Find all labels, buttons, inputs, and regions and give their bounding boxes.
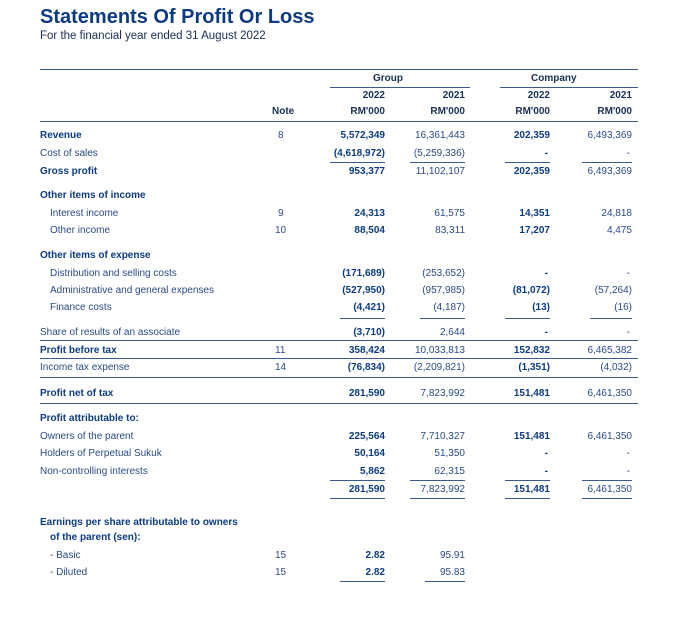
table-cell: 152,832	[513, 345, 550, 356]
table-cell: 83,311	[435, 225, 465, 236]
table-cell: 10,033,813	[414, 345, 465, 356]
page-subtitle: For the financial year ended 31 August 2022	[40, 30, 266, 42]
table-cell: 9	[278, 208, 284, 219]
table-cell: 225,564	[348, 431, 385, 442]
table-cell: 6,461,350	[587, 388, 632, 399]
top-rule	[40, 69, 638, 70]
table-cell: 50,164	[354, 448, 385, 459]
table-cell: (1,351)	[518, 362, 550, 373]
table-cell: (253,652)	[422, 268, 465, 279]
table-cell: 2,644	[439, 327, 465, 338]
table-cell: (171,689)	[342, 268, 385, 279]
table-cell: 6,493,369	[587, 166, 632, 177]
section-heading: Other items of expense	[40, 250, 151, 261]
note-header: Note	[272, 106, 295, 117]
table-cell: 7,710,327	[420, 431, 465, 442]
table-cell: 5,862	[359, 466, 385, 477]
table-cell: Share of results of an associate	[40, 327, 181, 338]
table-cell: - Basic	[50, 550, 81, 561]
table-cell: 2.82	[365, 567, 385, 578]
table-cell: 24,313	[354, 208, 385, 219]
table-cell: 281,590	[348, 388, 385, 399]
double-line	[340, 581, 385, 582]
double-line	[330, 498, 385, 499]
group-header-rule	[330, 87, 470, 88]
table-cell: 5,572,349	[340, 130, 385, 141]
table-cell: 4,475	[606, 225, 632, 236]
company-2022-unit: RM'000	[515, 106, 550, 117]
group-2022-unit: RM'000	[350, 106, 385, 117]
table-cell: 15	[275, 550, 287, 561]
group-2021-unit: RM'000	[430, 106, 465, 117]
header-bottom-rule	[40, 121, 638, 122]
company-2021-year: 2021	[609, 90, 632, 101]
row-rule	[40, 358, 638, 359]
table-cell: 61,575	[434, 208, 465, 219]
table-cell: -	[626, 448, 630, 459]
table-cell: -	[626, 466, 630, 477]
double-line	[505, 498, 550, 499]
table-cell: -	[626, 148, 630, 159]
table-cell: 88,504	[354, 225, 385, 236]
double-line	[410, 498, 465, 499]
table-cell: Other income	[50, 225, 111, 236]
table-cell: 17,207	[519, 225, 550, 236]
section-heading: Profit attributable to:	[40, 413, 139, 424]
table-cell: Profit before tax	[40, 345, 117, 356]
table-cell: 6,465,382	[587, 345, 632, 356]
company-2022-year: 2022	[527, 90, 550, 101]
table-cell: -	[626, 327, 630, 338]
section-heading: Earnings per share attributable to owners	[40, 517, 238, 528]
table-cell: 2.82	[365, 550, 385, 561]
double-line	[425, 581, 465, 582]
table-cell: (81,072)	[512, 285, 550, 296]
table-cell: 10	[275, 225, 287, 236]
table-cell: 11,102,107	[415, 166, 465, 177]
row-rule	[40, 403, 638, 404]
group-2021-year: 2021	[442, 90, 465, 101]
sum-line	[590, 318, 632, 319]
table-cell: (57,264)	[594, 285, 632, 296]
table-cell: 51,350	[434, 448, 465, 459]
sum-line	[410, 480, 465, 481]
table-cell: Non-controlling interests	[40, 466, 148, 477]
table-cell: 8	[278, 130, 284, 141]
table-cell: 6,461,350	[587, 431, 632, 442]
table-cell: 953,377	[348, 166, 385, 177]
page-title: Statements Of Profit Or Loss	[40, 6, 315, 28]
table-cell: 7,823,992	[420, 484, 465, 495]
table-cell: -	[544, 268, 548, 279]
table-cell: -	[544, 327, 548, 338]
row-rule	[40, 377, 638, 378]
table-cell: Administrative and general expenses	[50, 285, 214, 296]
sum-line	[505, 480, 550, 481]
table-cell: 7,823,992	[420, 388, 465, 399]
table-cell: 281,590	[348, 484, 385, 495]
table-cell: -	[544, 448, 548, 459]
group-2022-year: 2022	[362, 90, 385, 101]
table-cell: (16)	[614, 302, 632, 313]
table-cell: -	[626, 268, 630, 279]
table-cell: Finance costs	[50, 302, 112, 313]
table-cell: (527,950)	[342, 285, 385, 296]
sum-line	[582, 480, 632, 481]
table-cell: (5,259,336)	[413, 148, 465, 159]
company-2021-unit: RM'000	[597, 106, 632, 117]
table-cell: -	[544, 466, 548, 477]
table-cell: 358,424	[348, 345, 385, 356]
table-cell: (13)	[532, 302, 550, 313]
table-cell: Distribution and selling costs	[50, 268, 177, 279]
table-cell: 6,493,369	[587, 130, 632, 141]
table-cell: 62,315	[434, 466, 465, 477]
table-cell: (4,421)	[353, 302, 385, 313]
section-heading-cont: of the parent (sen):	[50, 532, 141, 543]
table-cell: 14,351	[519, 208, 550, 219]
table-cell: (4,032)	[600, 362, 632, 373]
table-cell: 151,481	[513, 484, 550, 495]
table-cell: (2,209,821)	[413, 362, 465, 373]
table-cell: 202,359	[513, 130, 550, 141]
table-cell: 95.83	[439, 567, 465, 578]
sum-line	[410, 162, 465, 163]
table-cell: (4,187)	[433, 302, 465, 313]
table-cell: 15	[275, 567, 287, 578]
group-header: Group	[373, 73, 403, 84]
sum-line	[330, 480, 385, 481]
table-cell: (4,618,972)	[333, 148, 385, 159]
table-cell: Profit net of tax	[40, 388, 114, 399]
table-cell: 95.91	[439, 550, 465, 561]
table-cell: Owners of the parent	[40, 431, 134, 442]
double-line	[582, 498, 632, 499]
table-cell: 16,361,443	[414, 130, 465, 141]
table-cell: Interest income	[50, 208, 119, 219]
table-cell: 151,481	[513, 388, 550, 399]
company-header-rule	[500, 87, 638, 88]
section-heading: Other items of income	[40, 190, 146, 201]
table-cell: Revenue	[40, 130, 82, 141]
table-cell: (76,834)	[347, 362, 385, 373]
sum-line	[340, 318, 385, 319]
table-cell: 14	[275, 362, 287, 373]
table-cell: Cost of sales	[40, 148, 98, 159]
table-cell: 11	[275, 345, 286, 356]
table-cell: 24,818	[601, 208, 632, 219]
table-cell: 151,481	[513, 431, 550, 442]
sum-line	[505, 162, 550, 163]
table-cell: (957,985)	[422, 285, 465, 296]
sum-line	[420, 318, 465, 319]
table-cell: 6,461,350	[587, 484, 632, 495]
table-cell: Holders of Perpetual Sukuk	[40, 448, 162, 459]
table-cell: -	[544, 148, 548, 159]
table-cell: Income tax expense	[40, 362, 130, 373]
row-rule	[40, 340, 638, 341]
sum-line	[582, 162, 632, 163]
sum-line	[330, 162, 385, 163]
table-cell: - Diluted	[50, 567, 88, 578]
table-cell: (3,710)	[353, 327, 385, 338]
table-cell: 202,359	[513, 166, 550, 177]
company-header: Company	[531, 73, 577, 84]
table-cell: Gross profit	[40, 166, 98, 177]
sum-line	[505, 318, 550, 319]
